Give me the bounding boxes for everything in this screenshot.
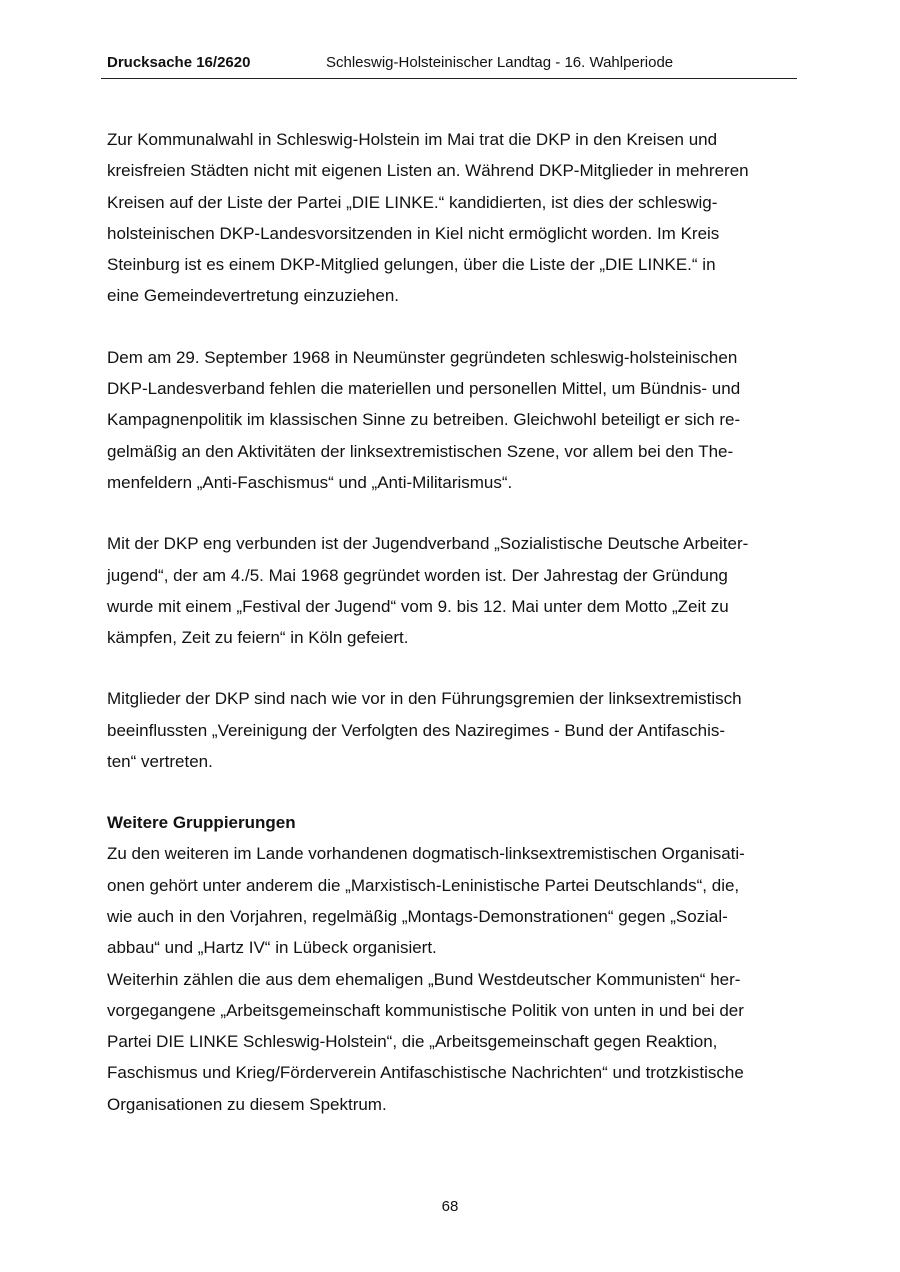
text-line: Steinburg ist es einem DKP-Mitglied gelungen, über die Liste der „DIE LINKE.“ in [107,255,716,275]
paragraph-spacer [107,312,807,342]
page-number: 68 [441,1198,459,1215]
page-body [107,124,807,1120]
text-line: onen gehört unter anderem die „Marxistisch-Leninistische Partei Deutschlands“, die, [107,875,740,895]
text-line: kreisfreien Städten nicht mit eigenen Listen an. Während DKP-Mitglieder in mehreren [107,161,749,181]
paragraph-spacer [107,777,807,807]
text-line: Faschismus und Krieg/Förderverein Antifaschistische Nachrichten“ und trotzkistische [107,1063,744,1083]
paragraph-landesverband [107,342,807,498]
paragraph-spacer [107,653,807,683]
text-line: Kampagnenpolitik im klassischen Sinne zu betreiben. Gleichwohl beteiligt er sich re- [107,410,741,430]
text-line: Weiterhin zählen die aus dem ehemaligen „Bund Westdeutscher Kommunisten“ her- [107,969,741,989]
text-line: Zur Kommunalwahl in Schleswig-Holstein im Mai trat die DKP in den Kreisen und [107,130,718,149]
text-line: gelmäßig an den Aktivitäten der linksextremistischen Szene, vor allem bei den The- [107,441,734,461]
page-header [101,52,797,79]
header-title: Schleswig-Holsteinischer Landtag - 16. Wahlperiode [326,54,674,71]
text-line: DKP-Landesverband fehlen die materiellen und personellen Mittel, um Bündnis- und [107,379,741,399]
section-weitere-gruppierungen [107,807,807,1120]
text-line: menfeldern „Anti-Faschismus“ und „Anti-Militarismus“. [107,472,513,492]
text-line: kämpfen, Zeit zu feiern“ in Köln gefeiert. [107,628,409,648]
text-line: wie auch in den Vorjahren, regelmäßig „Montags-Demonstrationen“ gegen „Sozial- [107,906,728,926]
text-line: wurde mit einem „Festival der Jugend“ vom 9. bis 12. Mai unter dem Motto „Zeit zu [107,596,729,616]
text-line: abbau“ und „Hartz IV“ in Lübeck organisiert. [107,938,437,958]
text-line: ten“ vertreten. [107,752,213,772]
text-line: Dem am 29. September 1968 in Neumünster gegründeten schleswig-holsteinischen [107,347,738,367]
text-line: beeinflussten „Vereinigung der Verfolgten des Naziregimes - Bund der Antifaschis- [107,720,726,740]
paragraph-kommunalwahl [107,124,807,312]
text-line: Mit der DKP eng verbunden ist der Jugendverband „Sozialistische Deutsche Arbeiter- [107,534,749,554]
text-line: Organisationen zu diesem Spektrum. [107,1094,387,1114]
section-heading: Weitere Gruppierungen [107,813,296,833]
paragraph-spacer [107,498,807,528]
text-line: Mitglieder der DKP sind nach wie vor in den Führungsgremien der linksextremistisch [107,689,742,709]
text-line: jugend“, der am 4./5. Mai 1968 gegründet worden ist. Der Jahrestag der Gründung [107,565,728,585]
text-line: eine Gemeindevertretung einzuziehen. [107,286,400,306]
paragraph-jugendverband [107,528,807,653]
text-line: vorgegangene „Arbeitsgemeinschaft kommunistische Politik von unten in und bei der [107,1000,744,1020]
text-line: Partei DIE LINKE Schleswig-Holstein“, die „Arbeitsgemeinschaft gegen Reaktion, [107,1032,718,1052]
document-number: Drucksache 16/2620 [107,54,251,71]
text-line: Zu den weiteren im Lande vorhandenen dogmatisch-linksextremistischen Organisati- [107,844,745,864]
paragraph-vvn-bda [107,683,807,777]
text-line: Kreisen auf der Liste der Partei „DIE LINKE.“ kandidierten, ist dies der schleswig- [107,192,718,212]
text-line: holsteinischen DKP-Landesvorsitzenden in Kiel nicht ermöglicht worden. Im Kreis [107,223,720,243]
